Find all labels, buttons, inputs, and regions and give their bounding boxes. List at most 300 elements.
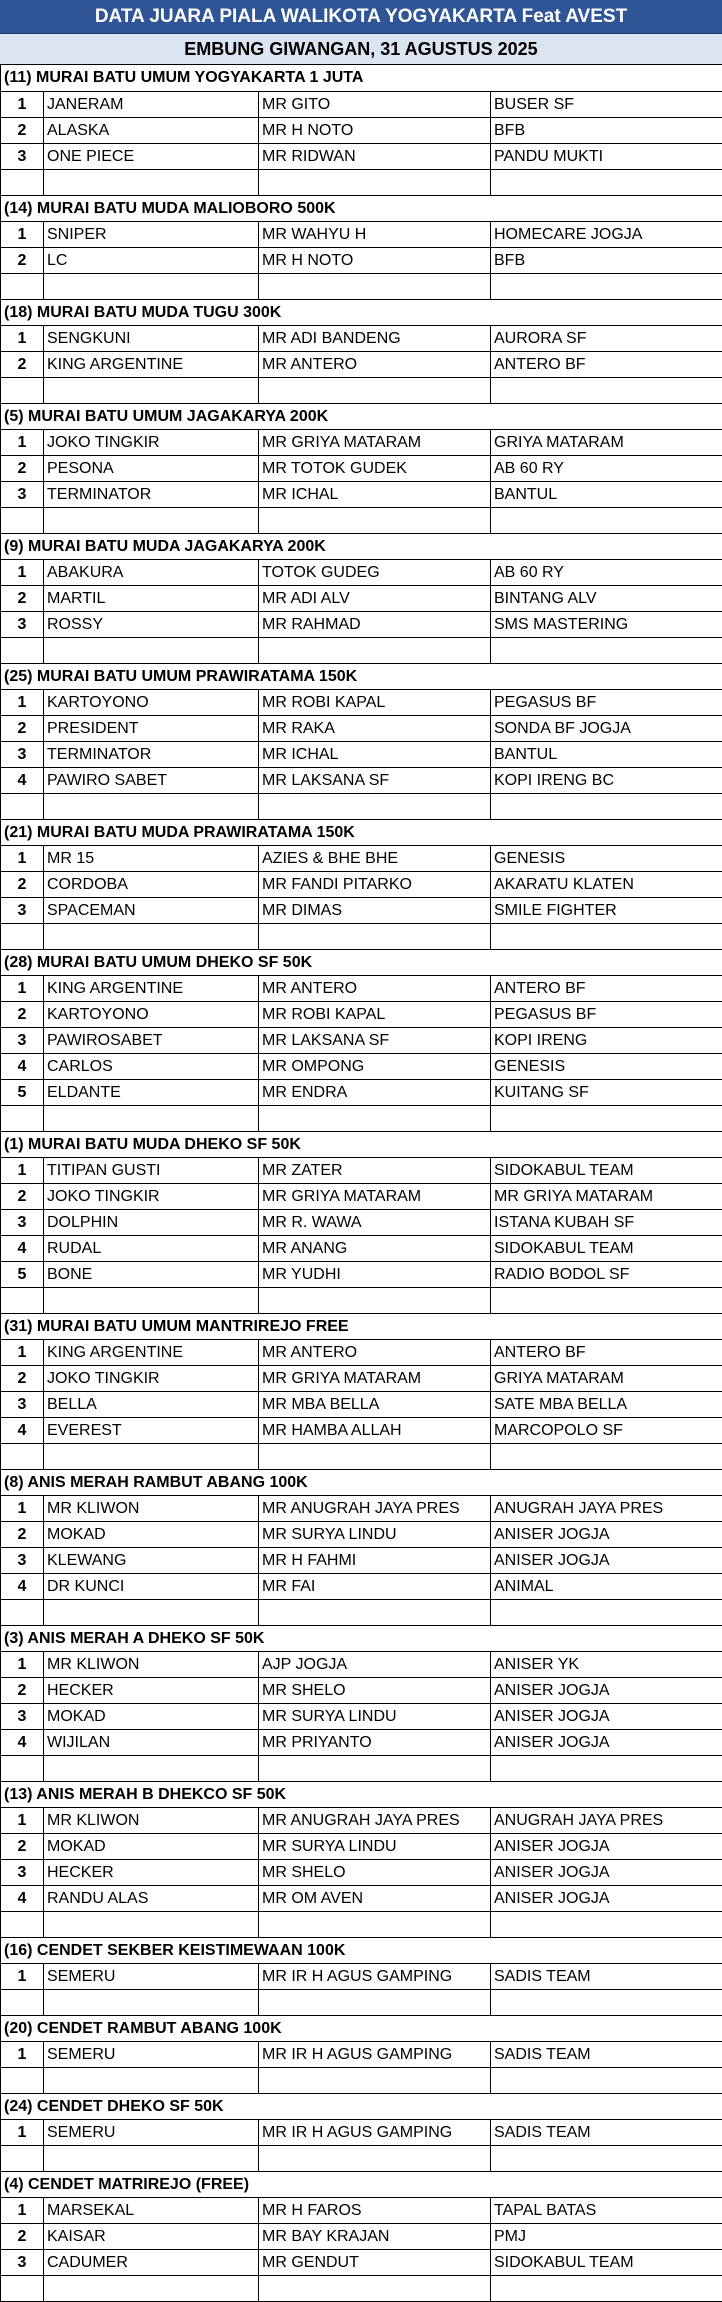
- empty-cell: [44, 1105, 259, 1131]
- winner-row: [1, 1027, 722, 1053]
- winner-row: [1, 1261, 722, 1287]
- bird-name-cell: TERMINATOR: [44, 481, 259, 507]
- team-cell: PEGASUS BF: [491, 689, 722, 715]
- spacer-row: [1, 507, 722, 533]
- rank-cell: 4: [1, 1417, 44, 1443]
- category-header-row: [1, 949, 722, 975]
- team-cell: SADIS TEAM: [491, 2119, 722, 2145]
- owner-cell: AJP JOGJA: [259, 1651, 491, 1677]
- team-cell: SIDOKABUL TEAM: [491, 1235, 722, 1261]
- owner-cell: MR ANTERO: [259, 1339, 491, 1365]
- empty-cell: [1, 923, 44, 949]
- owner-cell: MR RAHMAD: [259, 611, 491, 637]
- rank-cell: 1: [1, 221, 44, 247]
- bird-name-cell: KING ARGENTINE: [44, 975, 259, 1001]
- winner-row: [1, 429, 722, 455]
- team-cell: ANISER JOGJA: [491, 1833, 722, 1859]
- team-cell: SATE MBA BELLA: [491, 1391, 722, 1417]
- winner-row: [1, 2249, 722, 2275]
- bird-name-cell: BELLA: [44, 1391, 259, 1417]
- category-header-row: [1, 2015, 722, 2041]
- bird-name-cell: MOKAD: [44, 1833, 259, 1859]
- bird-name-cell: ELDANTE: [44, 1079, 259, 1105]
- bird-name-cell: HECKER: [44, 1859, 259, 1885]
- team-cell: SONDA BF JOGJA: [491, 715, 722, 741]
- bird-name-cell: KLEWANG: [44, 1547, 259, 1573]
- empty-cell: [491, 169, 722, 195]
- empty-cell: [259, 1105, 491, 1131]
- empty-cell: [44, 169, 259, 195]
- empty-cell: [1, 637, 44, 663]
- rank-cell: 1: [1, 975, 44, 1001]
- winner-row: [1, 845, 722, 871]
- team-cell: ANISER JOGJA: [491, 1521, 722, 1547]
- team-cell: KOPI IRENG: [491, 1027, 722, 1053]
- team-cell: PEGASUS BF: [491, 1001, 722, 1027]
- owner-cell: MR GRIYA MATARAM: [259, 429, 491, 455]
- team-cell: AURORA SF: [491, 325, 722, 351]
- rank-cell: 1: [1, 1339, 44, 1365]
- category-title: (8) ANIS MERAH RAMBUT ABANG 100K: [1, 1469, 722, 1495]
- winner-row: [1, 871, 722, 897]
- empty-cell: [491, 2067, 722, 2093]
- category-title: (13) ANIS MERAH B DHEKCO SF 50K: [1, 1781, 722, 1807]
- winner-row: [1, 1417, 722, 1443]
- bird-name-cell: KING ARGENTINE: [44, 351, 259, 377]
- owner-cell: MR SHELO: [259, 1859, 491, 1885]
- category-header-row: [1, 2093, 722, 2119]
- empty-cell: [491, 923, 722, 949]
- bird-name-cell: MOKAD: [44, 1703, 259, 1729]
- winner-row: [1, 1235, 722, 1261]
- empty-cell: [1, 2067, 44, 2093]
- winner-row: [1, 1833, 722, 1859]
- rank-cell: 1: [1, 2041, 44, 2067]
- team-cell: BFB: [491, 117, 722, 143]
- spacer-row: [1, 2275, 722, 2301]
- bird-name-cell: CARLOS: [44, 1053, 259, 1079]
- empty-cell: [491, 793, 722, 819]
- category-header-row: [1, 403, 722, 429]
- owner-cell: MR ZATER: [259, 1157, 491, 1183]
- rank-cell: 1: [1, 1495, 44, 1521]
- rank-cell: 3: [1, 1703, 44, 1729]
- empty-cell: [259, 1755, 491, 1781]
- team-cell: SMILE FIGHTER: [491, 897, 722, 923]
- rank-cell: 3: [1, 2249, 44, 2275]
- spacer-row: [1, 1989, 722, 2015]
- owner-cell: MR DIMAS: [259, 897, 491, 923]
- team-cell: ISTANA KUBAH SF: [491, 1209, 722, 1235]
- owner-cell: MR SURYA LINDU: [259, 1521, 491, 1547]
- spacer-row: [1, 169, 722, 195]
- empty-cell: [259, 1287, 491, 1313]
- rank-cell: 1: [1, 325, 44, 351]
- winner-row: [1, 1495, 722, 1521]
- spacer-row: [1, 2145, 722, 2171]
- category-title: (4) CENDET MATRIREJO (FREE): [1, 2171, 722, 2197]
- team-cell: ANISER JOGJA: [491, 1729, 722, 1755]
- bird-name-cell: MARSEKAL: [44, 2197, 259, 2223]
- bird-name-cell: PAWIROSABET: [44, 1027, 259, 1053]
- winner-row: [1, 481, 722, 507]
- winner-row: [1, 1703, 722, 1729]
- empty-cell: [259, 793, 491, 819]
- empty-cell: [1, 1105, 44, 1131]
- bird-name-cell: LC: [44, 247, 259, 273]
- winner-row: [1, 1547, 722, 1573]
- team-cell: AB 60 RY: [491, 455, 722, 481]
- winner-row: [1, 1391, 722, 1417]
- empty-cell: [44, 377, 259, 403]
- owner-cell: MR GITO: [259, 91, 491, 117]
- bird-name-cell: MR KLIWON: [44, 1807, 259, 1833]
- bird-name-cell: MR 15: [44, 845, 259, 871]
- owner-cell: MR ENDRA: [259, 1079, 491, 1105]
- spacer-row: [1, 1287, 722, 1313]
- owner-cell: MR HAMBA ALLAH: [259, 1417, 491, 1443]
- category-header-row: [1, 2171, 722, 2197]
- empty-cell: [491, 1755, 722, 1781]
- empty-cell: [259, 1989, 491, 2015]
- empty-cell: [1, 377, 44, 403]
- winner-row: [1, 1677, 722, 1703]
- empty-cell: [1, 1599, 44, 1625]
- empty-cell: [259, 377, 491, 403]
- owner-cell: MR SURYA LINDU: [259, 1833, 491, 1859]
- rank-cell: 3: [1, 1547, 44, 1573]
- team-cell: KOPI IRENG BC: [491, 767, 722, 793]
- winner-row: [1, 1157, 722, 1183]
- owner-cell: MR IR H AGUS GAMPING: [259, 2041, 491, 2067]
- winner-row: [1, 351, 722, 377]
- category-header-row: [1, 1781, 722, 1807]
- winner-row: [1, 1365, 722, 1391]
- owner-cell: MR IR H AGUS GAMPING: [259, 1963, 491, 1989]
- bird-name-cell: HECKER: [44, 1677, 259, 1703]
- winner-row: [1, 2223, 722, 2249]
- team-cell: BUSER SF: [491, 91, 722, 117]
- team-cell: SADIS TEAM: [491, 1963, 722, 1989]
- category-header-row: [1, 195, 722, 221]
- rank-cell: 4: [1, 1729, 44, 1755]
- bird-name-cell: JOKO TINGKIR: [44, 1365, 259, 1391]
- winner-row: [1, 1079, 722, 1105]
- bird-name-cell: KING ARGENTINE: [44, 1339, 259, 1365]
- winner-row: [1, 455, 722, 481]
- owner-cell: MR BAY KRAJAN: [259, 2223, 491, 2249]
- bird-name-cell: DOLPHIN: [44, 1209, 259, 1235]
- team-cell: MR GRIYA MATARAM: [491, 1183, 722, 1209]
- team-cell: AKARATU KLATEN: [491, 871, 722, 897]
- winner-row: [1, 221, 722, 247]
- empty-cell: [44, 507, 259, 533]
- team-cell: BANTUL: [491, 481, 722, 507]
- owner-cell: MR SHELO: [259, 1677, 491, 1703]
- empty-cell: [1, 273, 44, 299]
- empty-cell: [491, 1989, 722, 2015]
- empty-cell: [259, 637, 491, 663]
- team-cell: ANUGRAH JAYA PRES: [491, 1807, 722, 1833]
- empty-cell: [44, 273, 259, 299]
- owner-cell: MR RAKA: [259, 715, 491, 741]
- rank-cell: 3: [1, 1391, 44, 1417]
- category-header-row: [1, 65, 722, 91]
- empty-cell: [259, 2145, 491, 2171]
- rank-cell: 2: [1, 2223, 44, 2249]
- winner-row: [1, 143, 722, 169]
- bird-name-cell: JANERAM: [44, 91, 259, 117]
- team-cell: TAPAL BATAS: [491, 2197, 722, 2223]
- owner-cell: MR GRIYA MATARAM: [259, 1183, 491, 1209]
- rank-cell: 4: [1, 1885, 44, 1911]
- team-cell: PMJ: [491, 2223, 722, 2249]
- bird-name-cell: JOKO TINGKIR: [44, 1183, 259, 1209]
- empty-cell: [1, 1755, 44, 1781]
- bird-name-cell: CADUMER: [44, 2249, 259, 2275]
- team-cell: SADIS TEAM: [491, 2041, 722, 2067]
- winner-row: [1, 1885, 722, 1911]
- winner-row: [1, 247, 722, 273]
- spacer-row: [1, 377, 722, 403]
- owner-cell: MR LAKSANA SF: [259, 767, 491, 793]
- winner-row: [1, 1963, 722, 1989]
- rank-cell: 3: [1, 611, 44, 637]
- rank-cell: 3: [1, 1027, 44, 1053]
- team-cell: GRIYA MATARAM: [491, 429, 722, 455]
- rank-cell: 2: [1, 117, 44, 143]
- owner-cell: MR ANTERO: [259, 351, 491, 377]
- bird-name-cell: SEMERU: [44, 2041, 259, 2067]
- rank-cell: 1: [1, 2197, 44, 2223]
- category-title: (5) MURAI BATU UMUM JAGAKARYA 200K: [1, 403, 722, 429]
- empty-cell: [491, 2275, 722, 2301]
- owner-cell: MR ROBI KAPAL: [259, 1001, 491, 1027]
- owner-cell: MR OM AVEN: [259, 1885, 491, 1911]
- team-cell: ANUGRAH JAYA PRES: [491, 1495, 722, 1521]
- rank-cell: 2: [1, 1001, 44, 1027]
- team-cell: ANISER JOGJA: [491, 1859, 722, 1885]
- category-title: (21) MURAI BATU MUDA PRAWIRATAMA 150K: [1, 819, 722, 845]
- empty-cell: [44, 2067, 259, 2093]
- empty-cell: [44, 2145, 259, 2171]
- empty-cell: [491, 377, 722, 403]
- bird-name-cell: PRESIDENT: [44, 715, 259, 741]
- rank-cell: 1: [1, 91, 44, 117]
- bird-name-cell: RUDAL: [44, 1235, 259, 1261]
- empty-cell: [259, 1443, 491, 1469]
- team-cell: MARCOPOLO SF: [491, 1417, 722, 1443]
- team-cell: KUITANG SF: [491, 1079, 722, 1105]
- winner-row: [1, 1807, 722, 1833]
- empty-cell: [1, 2275, 44, 2301]
- spacer-row: [1, 923, 722, 949]
- empty-cell: [259, 2275, 491, 2301]
- empty-cell: [44, 1443, 259, 1469]
- bird-name-cell: MOKAD: [44, 1521, 259, 1547]
- bird-name-cell: PESONA: [44, 455, 259, 481]
- team-cell: GENESIS: [491, 845, 722, 871]
- rank-cell: 1: [1, 1651, 44, 1677]
- empty-cell: [44, 2275, 259, 2301]
- winner-row: [1, 1053, 722, 1079]
- owner-cell: TOTOK GUDEG: [259, 559, 491, 585]
- owner-cell: MR WAHYU H: [259, 221, 491, 247]
- empty-cell: [259, 2067, 491, 2093]
- owner-cell: MR GRIYA MATARAM: [259, 1365, 491, 1391]
- bird-name-cell: MR KLIWON: [44, 1651, 259, 1677]
- rank-cell: 1: [1, 1807, 44, 1833]
- team-cell: ANISER YK: [491, 1651, 722, 1677]
- empty-cell: [491, 1911, 722, 1937]
- empty-cell: [44, 1755, 259, 1781]
- rank-cell: 4: [1, 1573, 44, 1599]
- bird-name-cell: SEMERU: [44, 2119, 259, 2145]
- rank-cell: 1: [1, 559, 44, 585]
- empty-cell: [491, 1105, 722, 1131]
- owner-cell: MR MBA BELLA: [259, 1391, 491, 1417]
- bird-name-cell: WIJILAN: [44, 1729, 259, 1755]
- category-header-row: [1, 819, 722, 845]
- owner-cell: MR H FAROS: [259, 2197, 491, 2223]
- team-cell: AB 60 RY: [491, 559, 722, 585]
- team-cell: BINTANG ALV: [491, 585, 722, 611]
- team-cell: SIDOKABUL TEAM: [491, 1157, 722, 1183]
- empty-cell: [1, 169, 44, 195]
- rank-cell: 2: [1, 1183, 44, 1209]
- owner-cell: MR ADI ALV: [259, 585, 491, 611]
- empty-cell: [259, 273, 491, 299]
- rank-cell: 2: [1, 871, 44, 897]
- category-header-row: [1, 1313, 722, 1339]
- spacer-row: [1, 1755, 722, 1781]
- rank-cell: 2: [1, 455, 44, 481]
- owner-cell: MR H FAHMI: [259, 1547, 491, 1573]
- winner-row: [1, 1651, 722, 1677]
- spacer-row: [1, 1105, 722, 1131]
- spacer-row: [1, 1911, 722, 1937]
- winner-row: [1, 585, 722, 611]
- team-cell: HOMECARE JOGJA: [491, 221, 722, 247]
- empty-cell: [491, 507, 722, 533]
- winner-row: [1, 611, 722, 637]
- owner-cell: MR H NOTO: [259, 247, 491, 273]
- empty-cell: [259, 507, 491, 533]
- owner-cell: MR OMPONG: [259, 1053, 491, 1079]
- owner-cell: MR ICHAL: [259, 741, 491, 767]
- spacer-row: [1, 793, 722, 819]
- category-title: (11) MURAI BATU UMUM YOGYAKARTA 1 JUTA: [1, 65, 722, 91]
- rank-cell: 2: [1, 1677, 44, 1703]
- empty-cell: [491, 1443, 722, 1469]
- owner-cell: MR ADI BANDENG: [259, 325, 491, 351]
- winner-row: [1, 1573, 722, 1599]
- bird-name-cell: SENGKUNI: [44, 325, 259, 351]
- category-title: (25) MURAI BATU UMUM PRAWIRATAMA 150K: [1, 663, 722, 689]
- category-header-row: [1, 1131, 722, 1157]
- rank-cell: 1: [1, 1157, 44, 1183]
- empty-cell: [259, 169, 491, 195]
- empty-cell: [491, 1599, 722, 1625]
- page-title: DATA JUARA PIALA WALIKOTA YOGYAKARTA Feat AVEST: [0, 0, 722, 34]
- owner-cell: MR LAKSANA SF: [259, 1027, 491, 1053]
- winner-row: [1, 741, 722, 767]
- bird-name-cell: ROSSY: [44, 611, 259, 637]
- owner-cell: AZIES & BHE BHE: [259, 845, 491, 871]
- empty-cell: [1, 793, 44, 819]
- owner-cell: MR H NOTO: [259, 117, 491, 143]
- empty-cell: [491, 2145, 722, 2171]
- bird-name-cell: JOKO TINGKIR: [44, 429, 259, 455]
- category-header-row: [1, 1625, 722, 1651]
- owner-cell: MR FANDI PITARKO: [259, 871, 491, 897]
- owner-cell: MR ANUGRAH JAYA PRES: [259, 1807, 491, 1833]
- empty-cell: [259, 1599, 491, 1625]
- bird-name-cell: TITIPAN GUSTI: [44, 1157, 259, 1183]
- empty-cell: [44, 793, 259, 819]
- empty-cell: [1, 1443, 44, 1469]
- bird-name-cell: KAISAR: [44, 2223, 259, 2249]
- rank-cell: 1: [1, 845, 44, 871]
- empty-cell: [491, 1287, 722, 1313]
- rank-cell: 3: [1, 481, 44, 507]
- bird-name-cell: EVEREST: [44, 1417, 259, 1443]
- rank-cell: 4: [1, 1235, 44, 1261]
- winner-row: [1, 2119, 722, 2145]
- rank-cell: 5: [1, 1079, 44, 1105]
- bird-name-cell: DR KUNCI: [44, 1573, 259, 1599]
- empty-cell: [1, 1989, 44, 2015]
- category-title: (9) MURAI BATU MUDA JAGAKARYA 200K: [1, 533, 722, 559]
- empty-cell: [1, 1287, 44, 1313]
- team-cell: BANTUL: [491, 741, 722, 767]
- empty-cell: [44, 923, 259, 949]
- winner-row: [1, 2197, 722, 2223]
- bird-name-cell: BONE: [44, 1261, 259, 1287]
- team-cell: ANTERO BF: [491, 351, 722, 377]
- empty-cell: [491, 273, 722, 299]
- empty-cell: [44, 1989, 259, 2015]
- category-title: (3) ANIS MERAH A DHEKO SF 50K: [1, 1625, 722, 1651]
- owner-cell: MR RIDWAN: [259, 143, 491, 169]
- owner-cell: MR SURYA LINDU: [259, 1703, 491, 1729]
- empty-cell: [259, 923, 491, 949]
- category-title: (28) MURAI BATU UMUM DHEKO SF 50K: [1, 949, 722, 975]
- rank-cell: 2: [1, 715, 44, 741]
- winner-row: [1, 1001, 722, 1027]
- empty-cell: [259, 1911, 491, 1937]
- rank-cell: 2: [1, 585, 44, 611]
- bird-name-cell: MARTIL: [44, 585, 259, 611]
- rank-cell: 3: [1, 143, 44, 169]
- bird-name-cell: PAWIRO SABET: [44, 767, 259, 793]
- rank-cell: 3: [1, 1859, 44, 1885]
- category-header-row: [1, 663, 722, 689]
- owner-cell: MR ROBI KAPAL: [259, 689, 491, 715]
- winner-row: [1, 897, 722, 923]
- category-header-row: [1, 1937, 722, 1963]
- team-cell: ANISER JOGJA: [491, 1547, 722, 1573]
- spacer-row: [1, 2067, 722, 2093]
- empty-cell: [1, 2145, 44, 2171]
- results-table: [0, 65, 722, 2302]
- team-cell: ANISER JOGJA: [491, 1677, 722, 1703]
- rank-cell: 2: [1, 247, 44, 273]
- winner-row: [1, 1183, 722, 1209]
- owner-cell: MR R. WAWA: [259, 1209, 491, 1235]
- category-header-row: [1, 533, 722, 559]
- empty-cell: [44, 1287, 259, 1313]
